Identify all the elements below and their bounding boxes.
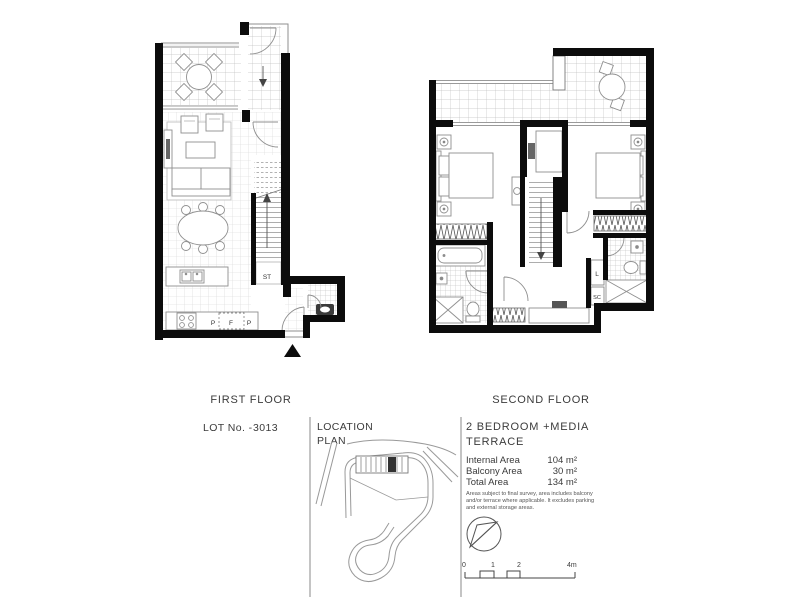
disclaimer-line3: and external storage areas. (466, 505, 535, 511)
subject-lot-marker (388, 457, 396, 472)
bed1-icon (436, 135, 493, 216)
balcony-area-value: 30 m² (552, 466, 577, 477)
internal-area-label: Internal Area (466, 455, 520, 466)
stair-lobby-tiles (248, 26, 281, 110)
dining-table-icon (178, 203, 228, 254)
total-area-label: Total Area (466, 477, 509, 488)
north-indicator-icon (467, 517, 501, 551)
fridge-label: F (229, 320, 233, 327)
media-unit-icon (528, 131, 562, 172)
scale-tick-4m: 4m (567, 562, 577, 569)
linen-label: L (595, 271, 599, 278)
service-cupboard-label: SC (593, 295, 601, 301)
internal-area-value: 104 m² (547, 455, 577, 466)
disclaimer-line1: Areas subject to final survey, area includes balcony (466, 491, 593, 497)
bath1-toilet-icon (466, 302, 480, 322)
lot-number: 3013 (253, 422, 278, 434)
bed2-icon (596, 135, 646, 216)
dining-kitchen-tiles (163, 180, 251, 330)
powder-sink-icon (316, 304, 334, 315)
bathtub-icon (435, 245, 485, 266)
terrace-column (553, 56, 565, 90)
bath2-toilet-icon (624, 261, 646, 274)
scale-bar (462, 562, 577, 578)
tv-unit-icon (164, 130, 172, 168)
storage-label: ST (262, 274, 272, 281)
scale-tick-0: 0 (462, 562, 466, 569)
unit-type-line2: TERRACE (466, 436, 525, 448)
bath1-shower-icon (433, 297, 463, 323)
total-area-value: 134 m² (547, 477, 577, 488)
terrace-left-tiles (436, 84, 553, 122)
building-strip (356, 456, 408, 473)
info-panel (462, 421, 594, 578)
bath2-shower-icon (606, 280, 647, 303)
second-floor-plan (429, 48, 654, 333)
scale-tick-2: 2 (517, 562, 521, 569)
bath2-sink-icon (631, 241, 643, 253)
unit-type-line1: 2 BEDROOM +MEDIA (466, 421, 590, 433)
scale-tick-1: 1 (491, 562, 495, 569)
pantry-right-label: P (246, 320, 252, 327)
location-plan-title-line2: PLAN (317, 435, 347, 447)
balcony-area-label: Balcony Area (466, 466, 522, 477)
kitchen-island-icon (166, 267, 228, 286)
first-floor-plan (155, 22, 345, 357)
location-plan-title-line1: LOCATION (317, 421, 374, 433)
hall-bench-icon (529, 301, 589, 323)
location-plan-map (316, 421, 458, 582)
sofa-icon (172, 168, 230, 196)
robe2-icon (594, 216, 651, 231)
hall-robe-icon (490, 308, 525, 322)
second-floor-stairs (529, 178, 553, 266)
first-floor-title: FIRST FLOOR (210, 394, 292, 406)
robe1-icon (435, 224, 487, 239)
entry-arrow-icon (284, 344, 301, 357)
bath1-sink-icon (436, 273, 447, 284)
coffee-table (186, 142, 215, 158)
disclaimer-line2: and/or terrace where applicable. It excludes parking (466, 498, 595, 504)
second-floor-title: SECOND FLOOR (492, 394, 590, 406)
pantry-left-label: P (210, 320, 216, 327)
lot-label: LOT No. - (203, 422, 253, 434)
